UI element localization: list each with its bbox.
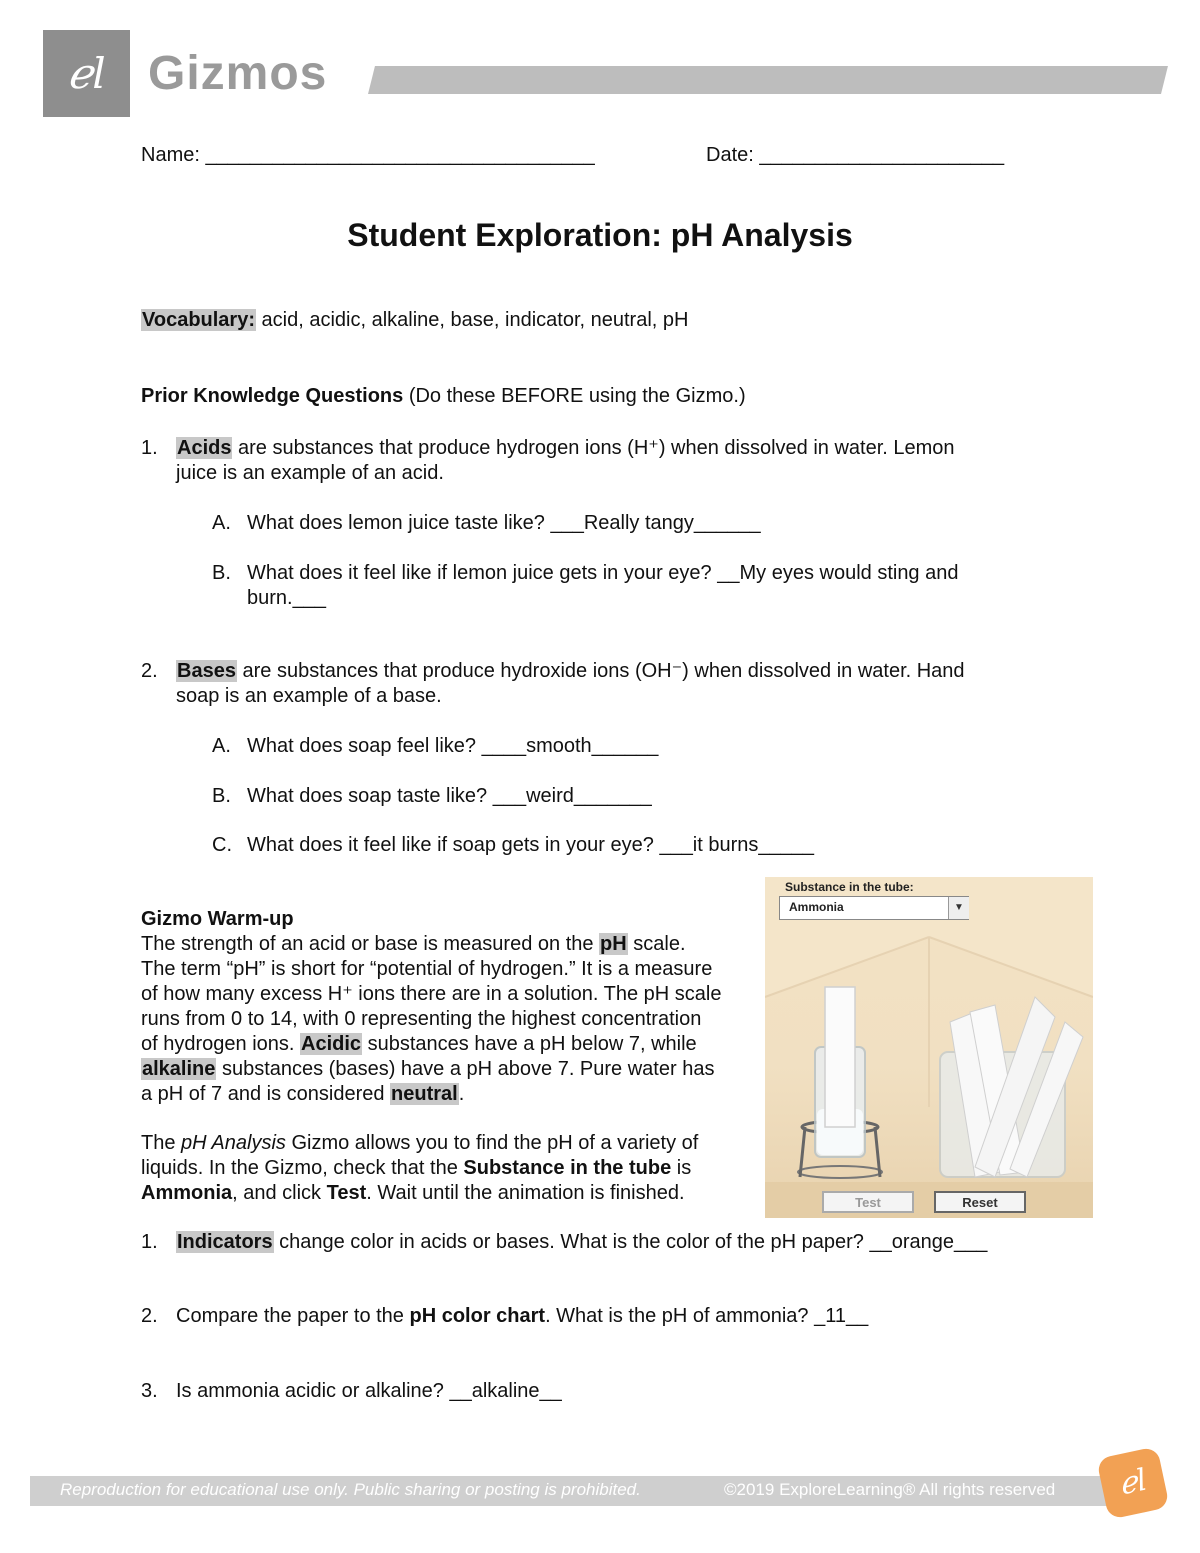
warmup-p1-line3: of how many excess H⁺ ions there are in a solution. The pH scale <box>141 983 722 1005</box>
text-span: Gizmo allows you to find the pH of a variety of <box>285 1132 699 1154</box>
question-number: 2. <box>141 1305 158 1327</box>
prior-knowledge-heading <box>141 384 746 409</box>
term-acids: Acids <box>177 437 232 459</box>
page-title: Student Exploration: pH Analysis <box>347 217 853 253</box>
test-button[interactable]: Test <box>822 1191 914 1213</box>
term-ph: pH <box>600 933 627 955</box>
prior-heading-note: (Do these BEFORE using the Gizmo.) <box>403 385 746 407</box>
warmup-heading: Gizmo Warm-up <box>141 908 294 930</box>
sub-letter: C. <box>212 834 232 856</box>
prior-q1b-answer-line1: What does it feel like if lemon juice gets in your eye? __My eyes would sting and <box>247 562 959 584</box>
text-span: . <box>458 1083 465 1105</box>
warmup-p1-line4: runs from 0 to 14, with 0 representing the highest concentration <box>141 1008 702 1030</box>
warmup-q3: Is ammonia acidic or alkaline? __alkaline__ <box>176 1380 562 1402</box>
vocabulary-label: Vocabulary: <box>142 309 255 331</box>
vocabulary-terms: acid, acidic, alkaline, base, indicator, neutral, pH <box>256 309 689 331</box>
warmup-q2 <box>176 1304 868 1329</box>
substance-select-value: Ammonia <box>789 900 844 914</box>
term-alkaline: alkaline <box>142 1058 216 1080</box>
warmup-p1-line5 <box>141 1032 697 1057</box>
footer-notice: Reproduction for educational use only. Public sharing or posting is prohibited. <box>60 1480 641 1499</box>
prior-q2-line1 <box>176 659 965 684</box>
explorelearning-logo-icon: ℯl <box>67 49 106 98</box>
question-number: 2. <box>141 660 158 682</box>
warmup-q1-text: change color in acids or bases. What is the color of the pH paper? __orange___ <box>273 1231 988 1253</box>
prior-q2-line2: soap is an example of a base. <box>176 685 442 707</box>
text-span: substances (bases) have a pH above 7. Pure water has <box>216 1058 715 1080</box>
warmup-q1 <box>176 1230 987 1255</box>
reset-button[interactable]: Reset <box>934 1191 1026 1213</box>
term-indicators: Indicators <box>177 1231 273 1253</box>
prior-q1-text: are substances that produce hydrogen ions (H⁺) when dissolved in water. Lemon <box>232 437 955 459</box>
bold-span: Ammonia <box>141 1182 233 1204</box>
bold-span: Test <box>326 1182 367 1204</box>
text-span: is <box>671 1157 692 1179</box>
prior-q1b-answer-line2: burn.___ <box>247 587 326 609</box>
warmup-p1-line6 <box>141 1057 714 1082</box>
lab-apparatus-illustration <box>765 877 1093 1218</box>
question-number: 1. <box>141 1231 158 1253</box>
text-span: substances have a pH below 7, while <box>362 1033 697 1055</box>
footer-copyright: ©2019 ExploreLearning® All rights reserved <box>724 1480 1056 1499</box>
chevron-down-icon[interactable]: ▼ <box>948 897 969 919</box>
text-span: a pH of 7 and is considered <box>141 1083 391 1105</box>
text-span: . What is the pH of ammonia? _11__ <box>545 1305 869 1327</box>
text-span: , and click <box>232 1182 327 1204</box>
prior-q2a-answer: What does soap feel like? ____smooth______ <box>247 735 659 757</box>
sub-letter: B. <box>212 785 231 807</box>
prior-q1-line1 <box>176 436 955 461</box>
term-bases: Bases <box>177 660 236 682</box>
term-acidic: Acidic <box>301 1033 362 1055</box>
warmup-p2-line2 <box>141 1156 691 1181</box>
text-span: scale. <box>627 933 686 955</box>
text-span: liquids. In the Gizmo, check that the <box>141 1157 464 1179</box>
header-bar <box>368 66 1168 94</box>
sub-letter: B. <box>212 562 231 584</box>
term-neutral: neutral <box>391 1083 458 1105</box>
substance-label: Substance in the tube: <box>785 880 914 894</box>
prior-q2b-answer: What does soap taste like? ___weird_______ <box>247 785 652 807</box>
question-number: 1. <box>141 437 158 459</box>
warmup-p2-line1 <box>141 1131 698 1156</box>
text-span: The strength of an acid or base is measured on the <box>141 933 600 955</box>
brand-title: Gizmos <box>148 47 328 100</box>
bold-span: Substance in the tube <box>463 1157 672 1179</box>
gizmo-simulation-image <box>765 877 1093 1218</box>
prior-q2-text: are substances that produce hydroxide ions (OH⁻) when dissolved in water. Hand <box>236 660 965 682</box>
name-field: Name: ___________________________________ <box>141 144 595 166</box>
prior-q1a-answer: What does lemon juice taste like? ___Really tangy______ <box>247 512 761 534</box>
bold-span: pH color chart <box>409 1305 546 1327</box>
date-field: Date: ______________________ <box>706 144 1005 166</box>
explorelearning-footer-logo-icon: ℯl <box>1096 1446 1170 1520</box>
warmup-p1-line2: The term “pH” is short for “potential of hydrogen.” It is a measure <box>141 958 713 980</box>
warmup-p1-line7 <box>141 1082 464 1107</box>
text-span: . Wait until the animation is finished. <box>366 1182 685 1204</box>
vocabulary-line <box>141 308 688 333</box>
text-span: The <box>141 1132 182 1154</box>
prior-q2c-answer: What does it feel like if soap gets in your eye? ___it burns_____ <box>247 834 815 856</box>
prior-q1-line2: juice is an example of an acid. <box>176 462 444 484</box>
text-span: Compare the paper to the <box>176 1305 410 1327</box>
prior-heading-label: Prior Knowledge Questions <box>141 385 404 407</box>
gizmo-name: pH Analysis <box>181 1132 286 1154</box>
sub-letter: A. <box>212 512 231 534</box>
warmup-p2-line3 <box>141 1181 685 1206</box>
question-number: 3. <box>141 1380 158 1402</box>
text-span: of hydrogen ions. <box>141 1033 300 1055</box>
warmup-p1-line1 <box>141 932 686 957</box>
sub-letter: A. <box>212 735 231 757</box>
